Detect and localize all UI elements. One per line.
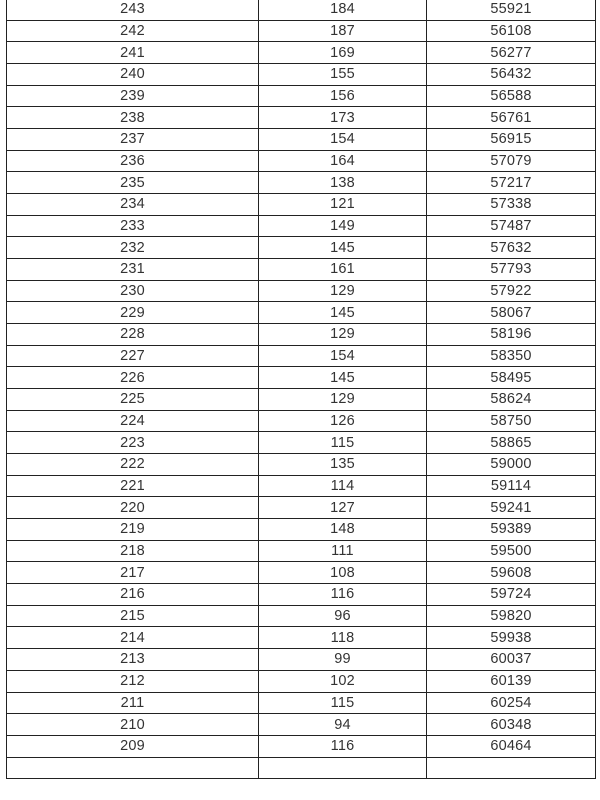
score-cell: 241 bbox=[7, 42, 259, 64]
count-cell: 149 bbox=[259, 215, 427, 237]
count-cell: 187 bbox=[259, 20, 427, 42]
count-cell: 145 bbox=[259, 302, 427, 324]
table-row bbox=[7, 324, 596, 346]
table-row bbox=[7, 107, 596, 129]
cumulative-cell: 58865 bbox=[427, 432, 596, 454]
count-cell: 127 bbox=[259, 497, 427, 519]
table-row bbox=[7, 280, 596, 302]
count-cell: 129 bbox=[259, 389, 427, 411]
cumulative-cell: 56761 bbox=[427, 107, 596, 129]
cumulative-cell: 58624 bbox=[427, 389, 596, 411]
table-row bbox=[7, 20, 596, 42]
table-row bbox=[7, 540, 596, 562]
count-cell: 169 bbox=[259, 42, 427, 64]
table-row bbox=[7, 85, 596, 107]
count-cell: 164 bbox=[259, 150, 427, 172]
count-cell: 154 bbox=[259, 345, 427, 367]
cumulative-cell: 59000 bbox=[427, 454, 596, 476]
score-cell: 239 bbox=[7, 85, 259, 107]
cumulative-cell: 60348 bbox=[427, 714, 596, 736]
cumulative-cell bbox=[427, 757, 596, 779]
count-cell: 115 bbox=[259, 692, 427, 714]
cumulative-cell: 57487 bbox=[427, 215, 596, 237]
score-cell: 223 bbox=[7, 432, 259, 454]
score-cell: 233 bbox=[7, 215, 259, 237]
score-cell: 231 bbox=[7, 259, 259, 281]
count-cell: 96 bbox=[259, 605, 427, 627]
count-cell: 145 bbox=[259, 237, 427, 259]
score-cell: 232 bbox=[7, 237, 259, 259]
cumulative-cell: 56915 bbox=[427, 129, 596, 151]
count-cell: 135 bbox=[259, 454, 427, 476]
score-cell: 235 bbox=[7, 172, 259, 194]
score-cell: 230 bbox=[7, 280, 259, 302]
score-cell: 213 bbox=[7, 649, 259, 671]
table-row bbox=[7, 215, 596, 237]
count-cell: 111 bbox=[259, 540, 427, 562]
count-cell bbox=[259, 757, 427, 779]
table-row bbox=[7, 670, 596, 692]
score-cell: 237 bbox=[7, 129, 259, 151]
cumulative-cell: 58750 bbox=[427, 410, 596, 432]
score-cell: 214 bbox=[7, 627, 259, 649]
cumulative-cell: 59241 bbox=[427, 497, 596, 519]
count-cell: 154 bbox=[259, 129, 427, 151]
cumulative-cell: 59114 bbox=[427, 475, 596, 497]
table-row bbox=[7, 627, 596, 649]
cumulative-cell: 59820 bbox=[427, 605, 596, 627]
table-row bbox=[7, 0, 596, 20]
score-cell: 222 bbox=[7, 454, 259, 476]
cumulative-cell: 58350 bbox=[427, 345, 596, 367]
score-cell: 224 bbox=[7, 410, 259, 432]
count-cell: 126 bbox=[259, 410, 427, 432]
score-cell: 228 bbox=[7, 324, 259, 346]
score-cell: 240 bbox=[7, 64, 259, 86]
cumulative-cell: 57632 bbox=[427, 237, 596, 259]
table-row bbox=[7, 584, 596, 606]
table-row bbox=[7, 302, 596, 324]
table-row bbox=[7, 497, 596, 519]
score-cell: 221 bbox=[7, 475, 259, 497]
count-cell: 121 bbox=[259, 194, 427, 216]
cumulative-cell: 56108 bbox=[427, 20, 596, 42]
cumulative-cell: 57338 bbox=[427, 194, 596, 216]
score-cell: 229 bbox=[7, 302, 259, 324]
table-row bbox=[7, 129, 596, 151]
cumulative-cell: 60464 bbox=[427, 735, 596, 757]
score-cell: 218 bbox=[7, 540, 259, 562]
count-cell: 102 bbox=[259, 670, 427, 692]
table-row bbox=[7, 42, 596, 64]
score-cell: 227 bbox=[7, 345, 259, 367]
score-cell: 209 bbox=[7, 735, 259, 757]
score-table bbox=[6, 0, 596, 779]
score-cell: 217 bbox=[7, 562, 259, 584]
table-row bbox=[7, 389, 596, 411]
table-row bbox=[7, 432, 596, 454]
score-cell: 226 bbox=[7, 367, 259, 389]
cumulative-cell: 59500 bbox=[427, 540, 596, 562]
count-cell: 116 bbox=[259, 584, 427, 606]
table-row bbox=[7, 475, 596, 497]
score-cell: 238 bbox=[7, 107, 259, 129]
score-cell: 225 bbox=[7, 389, 259, 411]
table-row bbox=[7, 605, 596, 627]
score-cell: 215 bbox=[7, 605, 259, 627]
count-cell: 138 bbox=[259, 172, 427, 194]
cumulative-cell: 59724 bbox=[427, 584, 596, 606]
score-cell: 243 bbox=[7, 0, 259, 20]
cumulative-cell: 58067 bbox=[427, 302, 596, 324]
table-row bbox=[7, 562, 596, 584]
count-cell: 161 bbox=[259, 259, 427, 281]
score-cell: 242 bbox=[7, 20, 259, 42]
table-row bbox=[7, 735, 596, 757]
count-cell: 108 bbox=[259, 562, 427, 584]
cumulative-cell: 57793 bbox=[427, 259, 596, 281]
table-row bbox=[7, 194, 596, 216]
score-table-container bbox=[6, 0, 595, 779]
count-cell: 156 bbox=[259, 85, 427, 107]
cumulative-cell: 60139 bbox=[427, 670, 596, 692]
table-row bbox=[7, 757, 596, 779]
score-cell: 219 bbox=[7, 519, 259, 541]
table-row bbox=[7, 150, 596, 172]
count-cell: 115 bbox=[259, 432, 427, 454]
cumulative-cell: 58495 bbox=[427, 367, 596, 389]
table-row bbox=[7, 259, 596, 281]
table-row bbox=[7, 410, 596, 432]
count-cell: 118 bbox=[259, 627, 427, 649]
score-cell: 236 bbox=[7, 150, 259, 172]
cumulative-cell: 57217 bbox=[427, 172, 596, 194]
table-row bbox=[7, 64, 596, 86]
cumulative-cell: 60037 bbox=[427, 649, 596, 671]
cumulative-cell: 56588 bbox=[427, 85, 596, 107]
count-cell: 148 bbox=[259, 519, 427, 541]
cumulative-cell: 57079 bbox=[427, 150, 596, 172]
count-cell: 114 bbox=[259, 475, 427, 497]
cumulative-cell: 56432 bbox=[427, 64, 596, 86]
count-cell: 145 bbox=[259, 367, 427, 389]
score-cell: 212 bbox=[7, 670, 259, 692]
score-cell bbox=[7, 757, 259, 779]
table-row bbox=[7, 649, 596, 671]
score-cell: 210 bbox=[7, 714, 259, 736]
count-cell: 116 bbox=[259, 735, 427, 757]
table-row bbox=[7, 345, 596, 367]
count-cell: 155 bbox=[259, 64, 427, 86]
cumulative-cell: 58196 bbox=[427, 324, 596, 346]
count-cell: 184 bbox=[259, 0, 427, 20]
cumulative-cell: 59389 bbox=[427, 519, 596, 541]
count-cell: 94 bbox=[259, 714, 427, 736]
cumulative-cell: 59608 bbox=[427, 562, 596, 584]
count-cell: 129 bbox=[259, 324, 427, 346]
table-row bbox=[7, 237, 596, 259]
table-row bbox=[7, 714, 596, 736]
score-cell: 234 bbox=[7, 194, 259, 216]
score-table-body bbox=[7, 0, 596, 779]
cumulative-cell: 57922 bbox=[427, 280, 596, 302]
score-cell: 211 bbox=[7, 692, 259, 714]
count-cell: 99 bbox=[259, 649, 427, 671]
count-cell: 129 bbox=[259, 280, 427, 302]
table-row bbox=[7, 454, 596, 476]
count-cell: 173 bbox=[259, 107, 427, 129]
score-cell: 220 bbox=[7, 497, 259, 519]
table-row bbox=[7, 519, 596, 541]
table-row bbox=[7, 172, 596, 194]
cumulative-cell: 56277 bbox=[427, 42, 596, 64]
table-row bbox=[7, 367, 596, 389]
cumulative-cell: 60254 bbox=[427, 692, 596, 714]
table-row bbox=[7, 692, 596, 714]
cumulative-cell: 55921 bbox=[427, 0, 596, 20]
cumulative-cell: 59938 bbox=[427, 627, 596, 649]
score-cell: 216 bbox=[7, 584, 259, 606]
